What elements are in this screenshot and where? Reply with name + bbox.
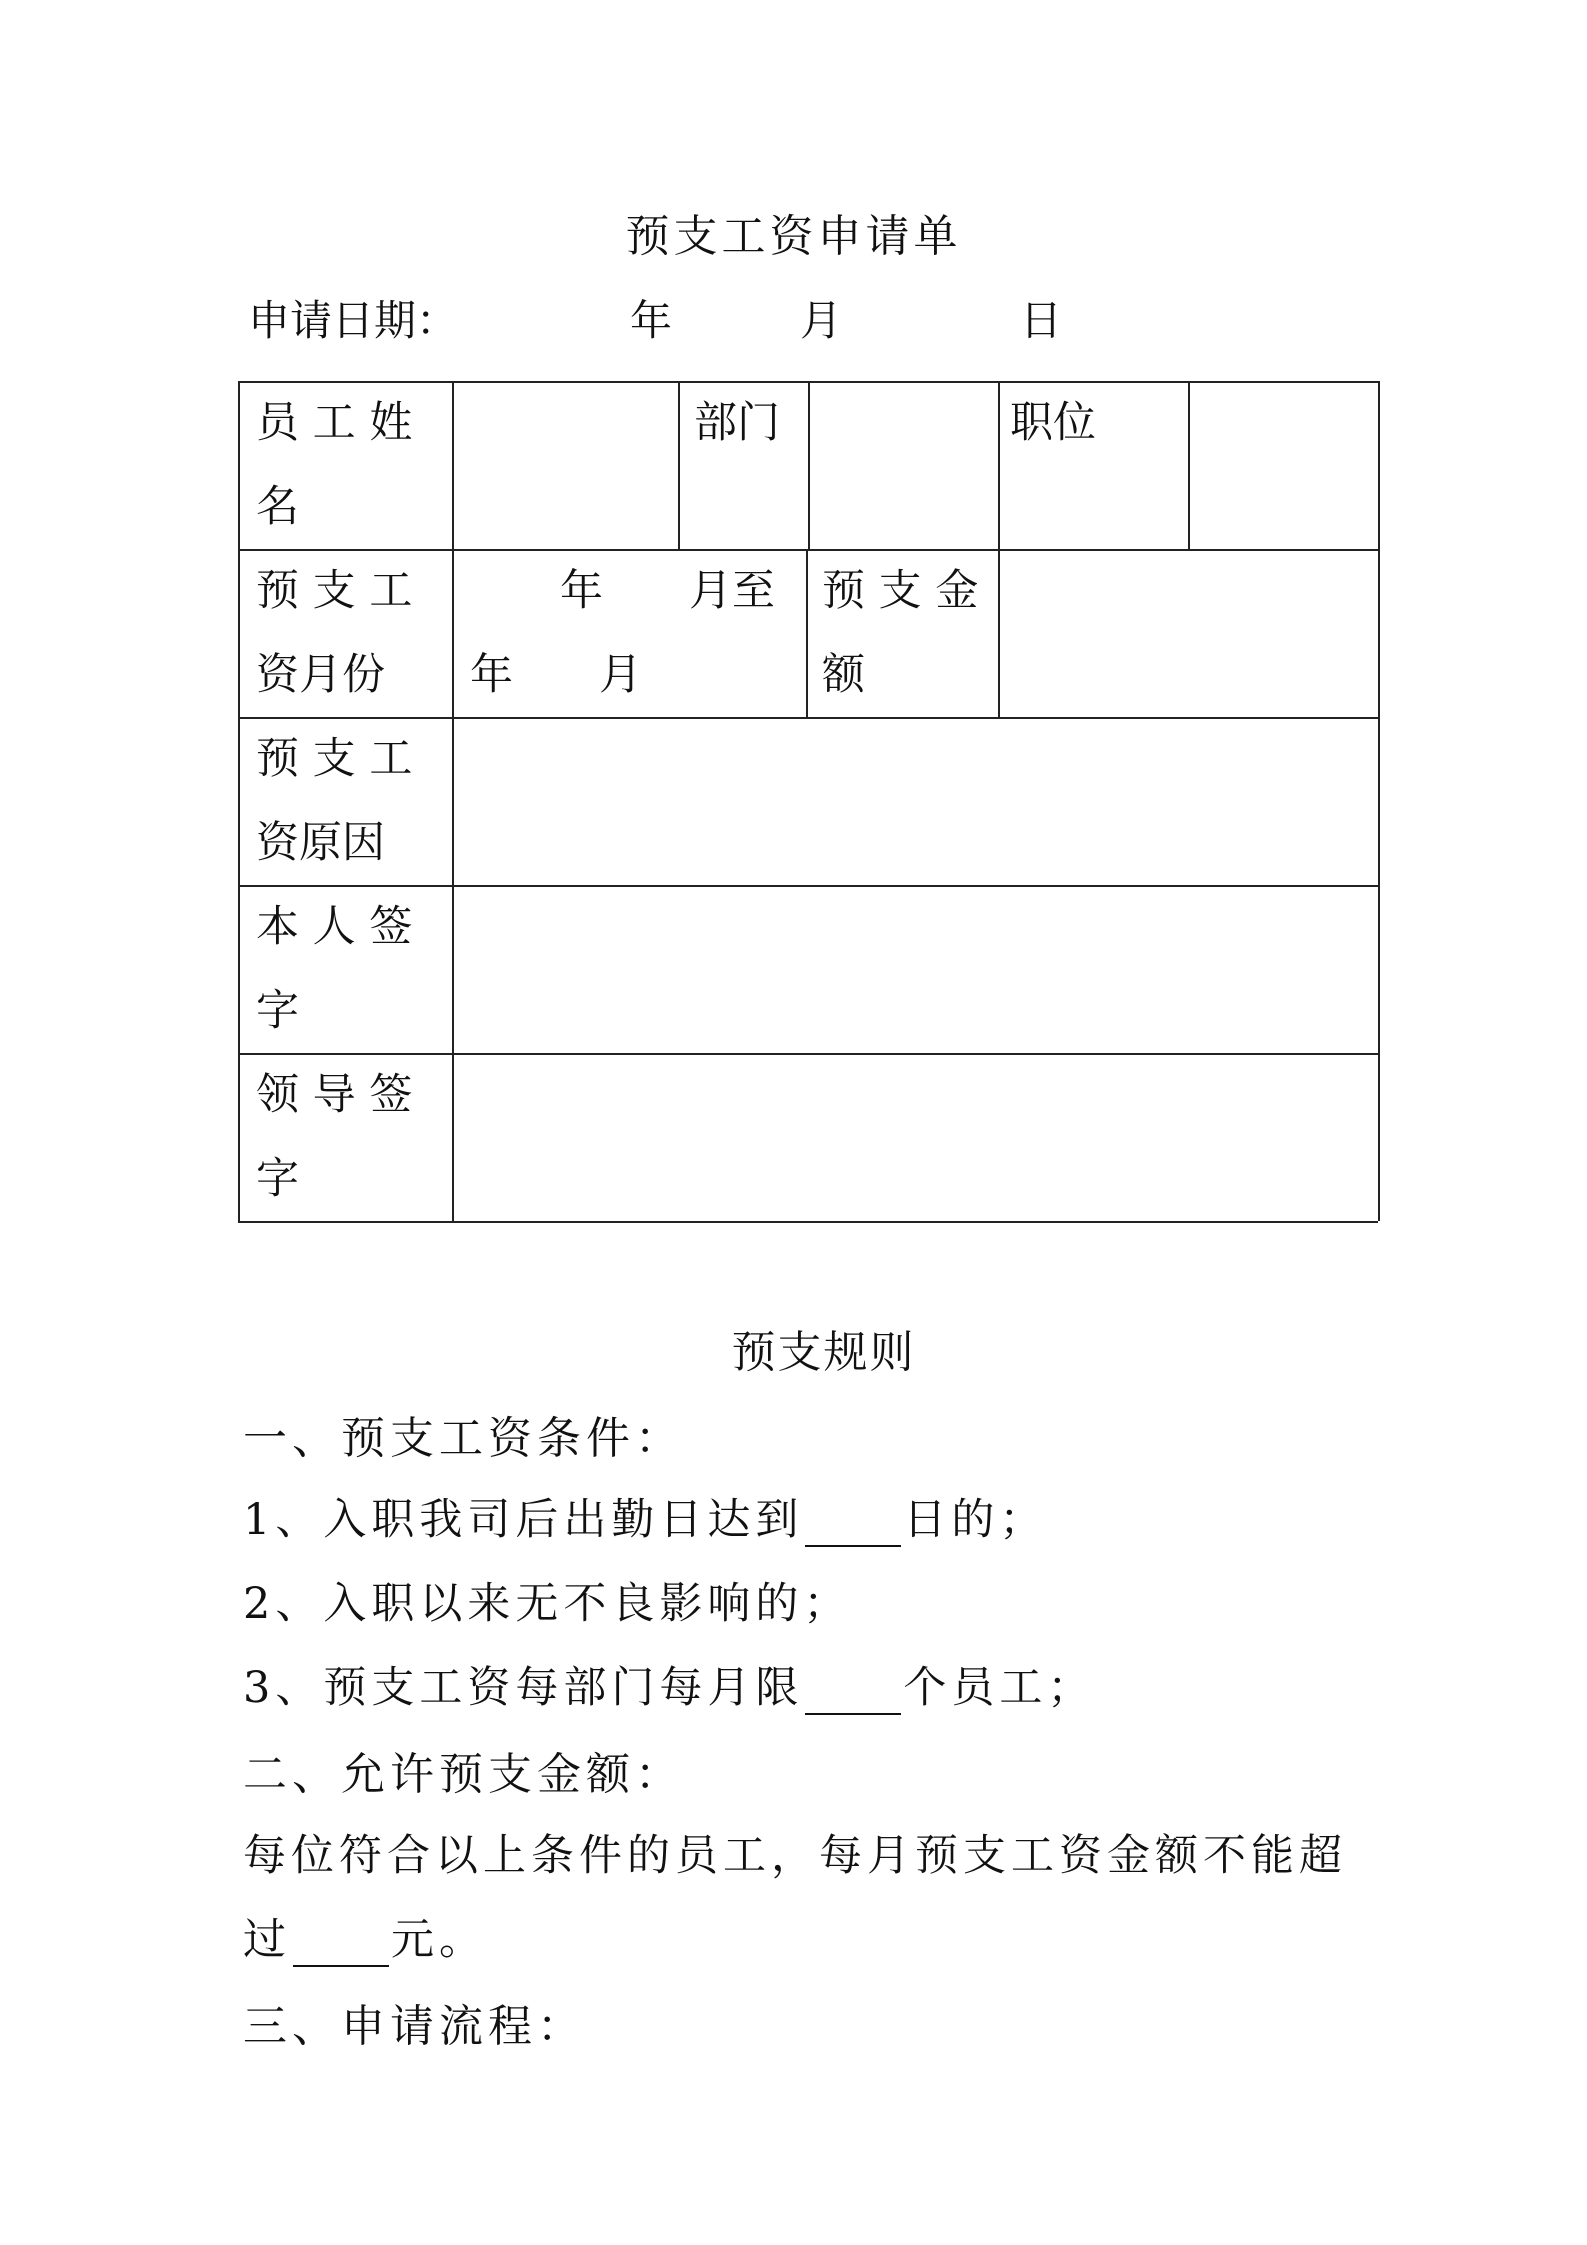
advance-amount-label — [822, 549, 992, 717]
rule-item-3-suffix: 个员工； — [903, 1663, 1096, 1713]
employee-name-field[interactable] — [454, 383, 676, 547]
application-date-row — [248, 288, 1148, 348]
date-day-label: 日 — [1020, 296, 1063, 345]
table-col-divider — [998, 381, 1000, 549]
employee-signature-label — [256, 885, 446, 1053]
advance-period-to: 年 月 — [470, 650, 642, 700]
attendance-days-blank[interactable] — [805, 1507, 901, 1547]
advance-period-from: 年 月至 — [560, 566, 775, 616]
amount-rule-line2 — [243, 1906, 487, 1967]
amount-rule-line1: 每位符合以上条件的员工，每月预支工资金额不能超 — [243, 1831, 1347, 1881]
amount-rule-prefix: 过 — [243, 1915, 291, 1965]
rules-title: 预支规则 — [731, 1327, 916, 1378]
date-year-label: 年 — [630, 296, 673, 345]
advance-reason-label-line2: 资原因 — [256, 818, 385, 868]
position-label: 职位 — [1010, 398, 1096, 448]
application-table — [238, 381, 1378, 1221]
advance-period-label-line1: 预 支 工 — [256, 566, 413, 616]
table-col-divider — [678, 381, 680, 549]
leader-signature-label — [256, 1053, 446, 1221]
advance-amount-field[interactable] — [1000, 551, 1376, 715]
section-process-heading: 三、申请流程： — [243, 2001, 586, 2052]
date-label: 申请日期： — [248, 296, 459, 345]
rule-item-3-text: 3、预支工资每部门每月限 — [243, 1663, 804, 1713]
advance-amount-label-line1: 预 支 金 — [822, 566, 979, 616]
advance-period-label-line2: 资月份 — [256, 650, 385, 700]
rule-item-1-text: 1、入职我司后出勤日达到 — [243, 1495, 804, 1545]
table-border — [1378, 381, 1380, 1221]
employee-signature-label-line2: 字 — [256, 986, 299, 1036]
advance-reason-label — [256, 717, 446, 885]
advance-period-field[interactable] — [470, 549, 804, 717]
advance-reason-field[interactable] — [454, 719, 1376, 883]
rule-item-1 — [243, 1486, 1047, 1547]
form-title: 预支工资申请单 — [625, 211, 962, 262]
rule-item-2: 2、入职以来无不良影响的； — [243, 1579, 852, 1629]
table-border — [238, 381, 240, 1221]
advance-amount-label-line2: 额 — [822, 650, 865, 700]
leader-signature-label-line2: 字 — [256, 1154, 299, 1204]
department-label: 部门 — [694, 398, 780, 448]
max-amount-blank[interactable] — [293, 1927, 389, 1967]
position-field[interactable] — [1190, 383, 1376, 547]
employee-signature-field[interactable] — [454, 887, 1376, 1051]
amount-rule-suffix: 元。 — [391, 1915, 487, 1965]
department-field[interactable] — [810, 383, 996, 547]
leader-signature-field[interactable] — [454, 1055, 1376, 1219]
advance-period-label — [256, 549, 446, 717]
employee-name-label — [256, 381, 446, 549]
table-border — [238, 1221, 1378, 1223]
employee-name-label-line2: 名 — [256, 482, 299, 532]
leader-signature-label-line1: 领 导 签 — [256, 1070, 413, 1120]
employee-signature-label-line1: 本 人 签 — [256, 902, 413, 952]
rule-item-1-suffix: 日的； — [903, 1495, 1048, 1545]
employee-name-label-line1: 员 工 姓 — [256, 398, 413, 448]
section-conditions-heading: 一、预支工资条件： — [243, 1413, 684, 1464]
table-col-divider — [806, 549, 808, 717]
rule-item-3 — [243, 1654, 1095, 1715]
employee-limit-blank[interactable] — [805, 1675, 901, 1715]
advance-reason-label-line1: 预 支 工 — [256, 734, 413, 784]
section-amount-heading: 二、允许预支金额： — [243, 1749, 684, 1800]
date-month-label: 月 — [800, 296, 843, 345]
